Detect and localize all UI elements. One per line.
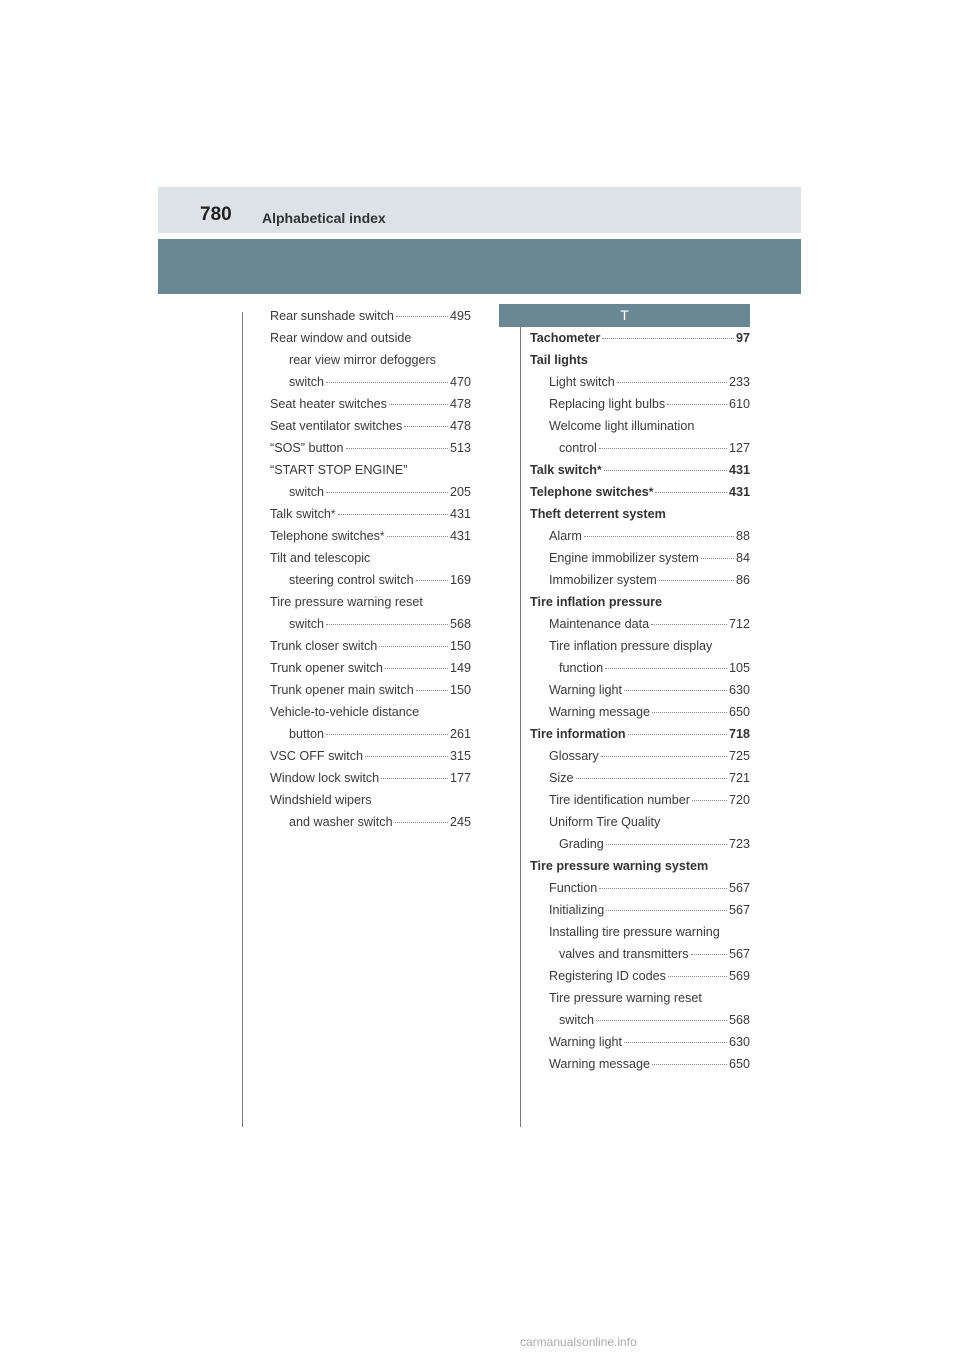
dot-leader [404,426,448,427]
index-entry-line [530,547,750,569]
dot-leader [596,1020,727,1021]
page-reference[interactable]: 84 [735,551,750,565]
watermark-footer: carmanualsonline.info [520,1335,637,1349]
page-reference[interactable]: 150 [449,683,471,697]
page-reference[interactable]: 567 [728,947,750,961]
index-term: Tilt and telescopic [270,551,371,565]
index-term: valves and transmitters [559,947,689,961]
page-reference[interactable]: 721 [728,771,750,785]
dot-leader [606,844,727,845]
index-term: Warning message [549,705,651,719]
page-reference[interactable]: 723 [728,837,750,851]
index-entry-line [530,503,750,525]
index-term: button [289,727,325,741]
page-reference[interactable]: 478 [449,397,471,411]
index-entry-line [270,811,471,833]
index-term: Tire inflation pressure display [549,639,713,653]
header-top-band [158,187,801,233]
index-term: Rear window and outside [270,331,412,345]
index-term: Tire information [530,727,626,741]
page-reference[interactable]: 431 [728,463,750,477]
index-term: Tachometer [530,331,601,345]
dot-leader [659,580,734,581]
dot-leader [652,1064,727,1065]
index-term: Replacing light bulbs [549,397,666,411]
index-term: Telephone switches [530,485,649,499]
index-entry-line [530,767,750,789]
index-term: Windshield wipers [270,793,372,807]
index-entry-line [270,767,471,789]
index-entry-line [270,459,471,481]
dot-leader [691,954,727,955]
index-term: Tire pressure warning system [530,859,709,873]
index-entry-line [270,723,471,745]
index-entry-line [530,723,750,745]
page-reference[interactable]: 169 [449,573,471,587]
index-term: Engine immobilizer system [549,551,699,565]
dot-leader [416,580,448,581]
index-entry-line: Telephone switches * 431 [530,481,750,503]
dot-leader [326,492,448,493]
dot-leader [381,778,448,779]
page-reference[interactable]: 650 [728,1057,750,1071]
index-term: Alarm [549,529,582,543]
page-reference[interactable]: 245 [449,815,471,829]
dot-leader [365,756,448,757]
index-entry-line [530,591,750,613]
index-entry-line [530,569,750,591]
dot-leader [692,800,727,801]
dot-leader [667,404,727,405]
page-reference[interactable]: 569 [728,969,750,983]
index-term: Warning message [549,1057,651,1071]
dot-leader [601,756,727,757]
page-reference[interactable]: 725 [728,749,750,763]
index-term: Talk switch [270,507,331,521]
dot-leader [606,910,727,911]
index-term: Tire inflation pressure [530,595,663,609]
index-term: Trunk opener switch [270,661,383,675]
index-entry-line [270,327,471,349]
index-term: Window lock switch [270,771,380,785]
page-reference[interactable]: 495 [449,309,471,323]
index-entry-line [530,657,750,679]
index-term: steering control switch [289,573,414,587]
index-entry-line [530,349,750,371]
index-entry-line [530,635,750,657]
section-title: Alphabetical index [262,210,386,226]
index-entry-line [270,635,471,657]
index-entry-line [530,833,750,855]
index-term: Installing tire pressure warning [549,925,720,939]
index-term: Size [549,771,574,785]
index-entry-line [270,745,471,767]
index-term: Seat ventilator switches [270,419,403,433]
index-entry-line [530,371,750,393]
index-entry-line [530,393,750,415]
index-entry-line [530,987,750,1009]
index-term: Glossary [549,749,599,763]
index-term: Warning light [549,683,623,697]
dot-leader [326,734,448,735]
index-entry-line [270,393,471,415]
page-reference[interactable]: 261 [449,727,471,741]
index-term: and washer switch [289,815,393,829]
dot-leader [617,382,727,383]
page-reference[interactable]: 105 [728,661,750,675]
dot-leader [628,734,727,735]
index-entry-line [270,569,471,591]
page-reference[interactable]: 712 [728,617,750,631]
page-reference[interactable]: 315 [449,749,471,763]
dot-leader [385,668,448,669]
page-reference[interactable]: 720 [728,793,750,807]
index-entry-line [530,921,750,943]
dot-leader [605,668,727,669]
index-entry-line [270,437,471,459]
page-reference[interactable]: 127 [728,441,750,455]
dot-leader [387,536,448,537]
page-reference[interactable]: 86 [735,573,750,587]
index-term: Maintenance data [549,617,650,631]
index-entry-line [530,525,750,547]
page-reference[interactable]: 97 [735,331,750,345]
index-entry-line [270,789,471,811]
index-entry-line: Talk switch * 431 [270,503,471,525]
page-reference[interactable]: 431 [449,529,471,543]
index-term: Grading [559,837,604,851]
index-column-right [530,327,750,1075]
index-term: control [559,441,597,455]
page-reference[interactable]: 630 [728,683,750,697]
dot-leader [584,536,734,537]
dot-leader [389,404,448,405]
index-entry-line [270,415,471,437]
page-reference[interactable]: 513 [449,441,471,455]
index-entry-line [530,679,750,701]
index-term: Talk switch [530,463,597,477]
page-reference[interactable]: 568 [449,617,471,631]
index-term: switch [559,1013,594,1027]
index-term: Welcome light illumination [549,419,695,433]
index-entry-line [530,701,750,723]
index-term: Telephone switches [270,529,380,543]
index-entry-line: Talk switch * 431 [530,459,750,481]
dot-leader [624,1042,727,1043]
column-divider [520,312,521,1127]
letter-tab: T [499,304,750,327]
index-term: function [559,661,604,675]
page-reference[interactable]: 568 [728,1013,750,1027]
page-reference[interactable]: 149 [449,661,471,675]
index-term: Tire identification number [549,793,690,807]
page-reference[interactable]: 650 [728,705,750,719]
dot-leader [651,624,727,625]
dot-leader [326,624,448,625]
page-reference[interactable]: 610 [728,397,750,411]
index-entry-line [530,745,750,767]
dot-leader [576,778,727,779]
index-entry-line: Telephone switches * 431 [270,525,471,547]
index-term: “START STOP ENGINE” [270,463,408,477]
index-entry-line [530,613,750,635]
page-reference[interactable]: 567 [728,903,750,917]
index-entry-line [270,349,471,371]
header-color-band [158,239,801,294]
index-term: Initializing [549,903,605,917]
page-reference[interactable]: 233 [728,375,750,389]
page-number: 780 [200,204,232,225]
index-entry-line [270,371,471,393]
index-term: Theft deterrent system [530,507,666,521]
page-reference[interactable]: 88 [735,529,750,543]
index-entry-line [530,327,750,349]
index-entry-line [270,679,471,701]
index-term: Trunk opener main switch [270,683,414,697]
index-entry-line [270,305,471,327]
index-term: Trunk closer switch [270,639,378,653]
index-term: Tire pressure warning reset [270,595,423,609]
index-entry-line [270,613,471,635]
index-entry-line [530,811,750,833]
page-reference[interactable]: 205 [449,485,471,499]
index-entry-line [530,1053,750,1075]
index-entry-line [270,591,471,613]
page-reference[interactable]: 478 [449,419,471,433]
index-term: Tail lights [530,353,588,367]
index-term: Registering ID codes [549,969,666,983]
index-entry-line [270,547,471,569]
index-column-left [270,305,471,833]
index-entry-line [530,877,750,899]
index-term: Rear sunshade switch [270,309,394,323]
page-reference[interactable]: 150 [449,639,471,653]
dot-leader [338,514,448,515]
dot-leader [599,448,727,449]
index-entry-line [530,437,750,459]
dot-leader [652,712,727,713]
index-term: switch [289,617,324,631]
index-term: Immobilizer system [549,573,657,587]
index-term: Light switch [549,375,615,389]
index-entry-line [270,481,471,503]
dot-leader [599,888,727,889]
index-term: Tire pressure warning reset [549,991,702,1005]
dot-leader [346,448,448,449]
index-term: switch [289,375,324,389]
index-entry-line [530,1009,750,1031]
dot-leader [379,646,448,647]
page-reference[interactable]: 718 [728,727,750,741]
left-margin-rule [242,312,243,1127]
index-entry-line [270,657,471,679]
index-entry-line [530,415,750,437]
dot-leader [668,976,727,977]
dot-leader [624,690,727,691]
index-term: Vehicle-to-vehicle distance [270,705,420,719]
index-term: Seat heater switches [270,397,387,411]
index-term: “SOS” button [270,441,344,455]
page-reference[interactable]: 431 [449,507,471,521]
index-term: VSC OFF switch [270,749,364,763]
index-entry-line [530,943,750,965]
index-entry-line [530,855,750,877]
index-entry-line [530,899,750,921]
page-reference[interactable]: 567 [728,881,750,895]
index-term: Function [549,881,598,895]
index-entry-line [530,1031,750,1053]
dot-leader [395,822,448,823]
index-entry-line [270,701,471,723]
dot-leader [701,558,734,559]
page-reference[interactable]: 431 [728,485,750,499]
dot-leader [604,470,727,471]
index-entry-line [530,965,750,987]
dot-leader [326,382,448,383]
dot-leader [602,338,734,339]
index-entry-line [530,789,750,811]
index-term: switch [289,485,324,499]
index-term: rear view mirror defoggers [289,353,436,367]
dot-leader [396,316,448,317]
page-reference[interactable]: 177 [449,771,471,785]
page-reference[interactable]: 470 [449,375,471,389]
page-reference[interactable]: 630 [728,1035,750,1049]
dot-leader [416,690,448,691]
index-term: Uniform Tire Quality [549,815,661,829]
index-term: Warning light [549,1035,623,1049]
dot-leader [655,492,727,493]
